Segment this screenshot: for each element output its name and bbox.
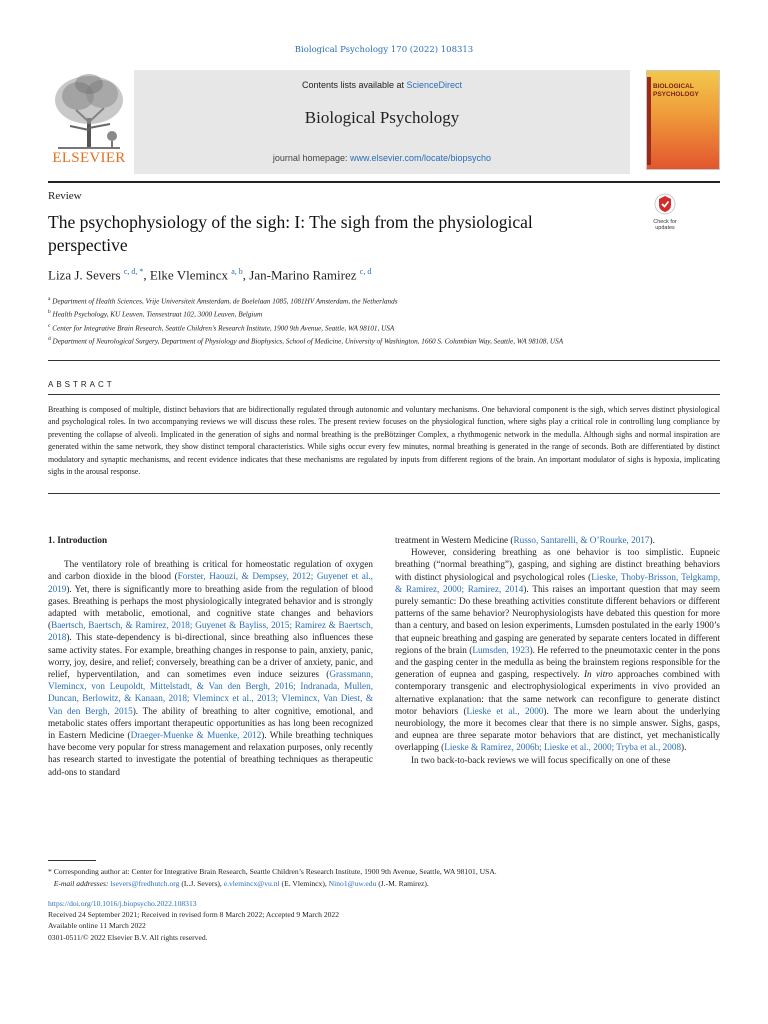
affiliation-item: $^b$ Health Psychology, KU Leuven, Tiensestraat 102, 3000 Leuven, Belgium <box>48 309 263 319</box>
affiliation-item: $^c$ Center for Integrative Brain Research, Seattle Children’s Research Institute, 1900 9th Avenue, Seattle, WA 98101, USA <box>48 322 395 333</box>
abstract-text: Breathing is composed of multiple, distinct behaviors that are bidirectionally regulated through autonomic and voluntary mechanisms. One behavioral component is the sigh, which serves distinct physiological and psychological roles. In two accompanying reviews we will discuss these roles. The present review focuses on the physiological function, where sighs play a critical role in controlling lung compliance by preventing the collapse of alveoli. Implicated in the generation of sighs and normal breathing is the preBötzinger Complex, a rhythmogenic network in the medulla. Although sighs and normal inspiration are generated within the same network, they show distinct temporal characteristics. While sighs occur every few minutes, normal breathing is generated in the range of seconds. Both are differentiated by distinct modulatory and synaptic mechanisms, and recent evidence indicates that these mechanisms are regulated by inputs from different regions of the brain. An important modulator of sighs is hypoxia, implicating sighs in the arousal response. <box>48 405 720 477</box>
citation-link[interactable]: Grassmann, Vlemincx, von Leupoldt, Mittelstadt, & Van den Bergh, 2016; Indranada, Mullen, Duncan, Berlowitz, & Kanaan, 2018; Vlemincx et al., 2013; Vlemincx, Van Diest, & Van den Bergh, 2015 <box>48 669 373 716</box>
journal-cover-thumbnail[interactable] <box>646 70 720 170</box>
author-affil-sup[interactable]: a, b <box>231 267 243 276</box>
affiliation-item: $^d$ Department of Neurological Surgery, Department of Physiology and Biophysics, School of Medicine, University of Washington, 1660 S. Columbian Way, Seattle, WA 98108, USA <box>48 336 564 346</box>
cover-title: BIOLOGICAL PSYCHOLOGY <box>653 83 699 98</box>
affiliation-item: $^a$ Department of Health Sciences, Vrije Universiteit Amsterdam, de Boelelaan 1085, 1081HV Amsterdam, the Netherlands <box>48 296 398 306</box>
author-affil-sup[interactable]: c, d, * <box>123 267 144 276</box>
body-column-left <box>48 534 373 778</box>
abstract-bottom-rule <box>48 493 720 494</box>
body-paragraph: The ventilatory role of breathing is critical for homeostatic regulation of oxygen and carbon dioxide in the blood (Forster, Haouzi, & Dempsey, 2012; Guyenet et al., 2019). Yet, there is significantly more to breathing aside from the regulation of blood gases. Breathing is perhaps the most physiologically integrated behavior and is strongly adapted with metabolic, emotional, and cognitive state changes and behaviors (Baertsch, Baertsch, & Ramirez, 2018; Guyenet & Bayliss, 2015; Ramirez & Baertsch, 2018). This state-dependency is bi-directional, since breathing also influences these same activity states. For example, breathing changes in response to pain, anxiety, panic, worry, joy, desire, and relief; conversely, breathing can be a driver of anxiety, panic, and relief, hyperventilation, and can sometimes even induce seizures (Grassmann, Vlemincx, von Leupoldt, Mittelstadt, & Van den Bergh, 2016; Indranada, Mullen, Duncan, Berlowitz, & Kanaan, 2018; Vlemincx et al., 2013; Vlemincx, Van Diest, & Van den Bergh, 2015). The ability of breathing to alter cognitive, emotional, and metabolic states offers important therapeutic opportunities as has long been recognized in Eastern Medicine (Draeger-Muenke & Muenke, 2012). While breathing techniques have become very popular for stress management and relaxation purposes, only recently has research started to investigate the potential of breathing techniques as therapeutic add-ons to standard <box>48 559 373 777</box>
header-rule <box>48 181 720 183</box>
available-online: Available online 11 March 2022 <box>48 921 146 931</box>
author-affil-sup[interactable]: c, d <box>359 267 372 276</box>
check-for-updates-badge[interactable] <box>648 193 682 231</box>
citation-link[interactable]: Draeger-Muenke & Muenke, 2012 <box>130 730 262 741</box>
citation-link[interactable]: Forster, Haouzi, & Dempsey, 2012; Guyenet et al., 2019 <box>48 571 373 594</box>
citation-link[interactable]: Lieske & Ramirez, 2006b; Lieske et al., 2000; Tryba et al., 2008 <box>444 742 682 753</box>
body-paragraph: However, considering breathing as one behavior is too simplistic. Eupneic breathing (“normal breathing”), gasping, and sighing are distinct breathing behaviors with distinct physiological and psychological roles (Lieske, Thoby-Brisson, Telgkamp, & Ramirez, 2000; Ramirez, 2014). This raises an important question that may seem purely semantic: Do these breathing activities constitute different behaviors or different patterns of the same behavior? Neurophysiologists have debated this question for more than a century, and based on lesion experiments, Lumsden postulated in the early 1900’s that eupneic breathing and gasping are generated by separate centers located in different regions of the brain (Lumsden, 1923). He referred to the pneumotaxic center in the pons and the gasping center in the medulla as being the brainstem regions responsible for the generation of eupnea and gasping, respectively. In vitro approaches combined with contemporary transgenic and electrophysiological experiments in vivo provided an alternative explanation: that the same network can reconfigure to generate distinct motor behaviors (Lieske et al., 2000). The more we learn about the underlying neurobiology, the more it becomes clear that there is no simple answer. Sighs, gasps, and eupnea are three separate motor behaviors that are distinct, yet mechanistically overlapping (Lieske & Ramirez, 2006b; Lieske et al., 2000; Tryba et al., 2008). <box>395 547 720 753</box>
citation-link[interactable]: Russo, Santarelli, & O’Rourke, 2017 <box>513 535 650 545</box>
received-dates: Received 24 September 2021; Received in revised form 8 March 2022; Accepted 9 March 2022 <box>48 910 340 920</box>
abstract-heading: ABSTRACT <box>48 380 115 389</box>
citation-link[interactable]: Lumsden, 1923 <box>472 644 530 655</box>
footnotes <box>48 866 720 889</box>
copyright: 0301-0511/© 2022 Elsevier B.V. All rights reserved. <box>48 932 208 942</box>
article-title: The psychophysiology of the sigh: I: The sigh from the physiological perspective <box>48 212 533 255</box>
contents-availability: Contents lists available at ScienceDirect <box>301 80 463 90</box>
citation-link[interactable]: Lieske et al., 2000 <box>466 705 544 716</box>
homepage-link[interactable]: www.elsevier.com/locate/biopsycho <box>349 153 492 163</box>
citation-link[interactable]: Lieske, Thoby-Brisson, Telgkamp, & Ramirez, 2000; Ramirez, 2014 <box>395 571 720 594</box>
body-paragraph: treatment in Western Medicine (Russo, Santarelli, & O’Rourke, 2017). <box>395 535 655 545</box>
publication-info <box>48 898 720 943</box>
journal-name: Biological Psychology <box>304 108 460 127</box>
footnote-rule <box>48 860 96 861</box>
doi-link[interactable]: https://doi.org/10.1016/j.biopsycho.2022.108313 <box>48 899 197 908</box>
author-list: Liza J. Severs $^{c, d, *}$, Elke Vlemincx $^{a, b}$, Jan-Marino Ramirez $^{c, d}$ <box>48 267 372 283</box>
sciencedirect-link[interactable]: ScienceDirect <box>406 80 463 90</box>
body-column-right <box>395 534 720 766</box>
article-type: Review <box>48 190 82 202</box>
journal-header-box <box>134 70 630 174</box>
body-paragraph: In two back-to-back reviews we will focus specifically on one of these <box>411 754 671 765</box>
email-link[interactable]: e.vlemincx@vu.nl <box>223 878 280 888</box>
section-heading: 1. Introduction <box>48 535 108 545</box>
elsevier-wordmark: ELSEVIER <box>52 150 126 166</box>
citation-link[interactable]: Baertsch, Baertsch, & Ramirez, 2018; Guyenet & Bayliss, 2015; Ramirez & Baertsch, 2018 <box>48 620 373 643</box>
section-rule <box>48 360 720 361</box>
email-link[interactable]: Nino1@uw.edu <box>328 878 377 888</box>
author-name: Jan-Marino Ramirez <box>249 267 357 283</box>
email-addresses: E-mail addresses: lsevers@fredhutch.org (L.J. Severs), e.vlemincx@vu.nl (E. Vlemincx), Nino1@uw.edu (J.-M. Ramirez). <box>53 878 429 888</box>
author-name: Elke Vlemincx <box>149 267 228 283</box>
author-name: Liza J. Severs <box>48 267 121 283</box>
corresponding-author-note: * Corresponding author at: Center for Integrative Brain Research, Seattle Children’s Research Institute, 1900 9th Avenue, Seattle, WA 98101, USA. <box>48 867 497 876</box>
cover-strip <box>647 77 651 165</box>
journal-homepage: journal homepage: www.elsevier.com/locate/biopsycho <box>272 153 492 163</box>
check-updates-icon <box>654 193 676 215</box>
email-link[interactable]: lsevers@fredhutch.org <box>110 878 180 888</box>
abstract-rule <box>48 394 720 395</box>
affiliations <box>48 294 648 348</box>
check-updates-label: Check for updates <box>653 219 677 231</box>
journal-citation[interactable]: Biological Psychology 170 (2022) 108313 <box>294 45 474 55</box>
journal-banner <box>48 70 630 174</box>
